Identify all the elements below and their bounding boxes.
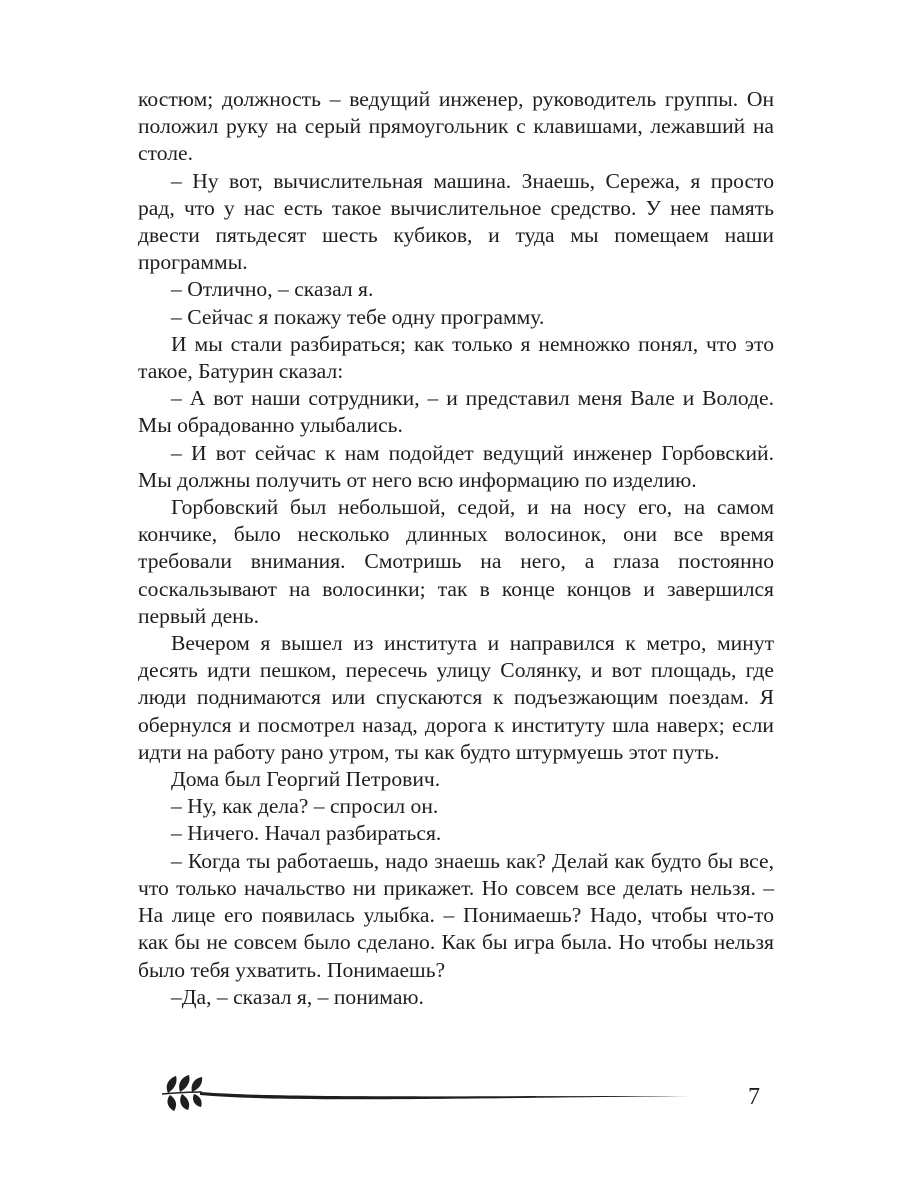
paragraph: – И вот сейчас к нам подойдет ведущий инженер Горбовский. Мы должны получить от него всю информацию по изделию. [138,440,774,492]
page-number: 7 [748,1084,760,1110]
paragraph: – Когда ты работаешь, надо знаешь как? Делай как будто бы все, что только начальство ни прикажет. Но совсем все делать нельзя. – На лице его появилась улыбка. – Понимаешь? Надо, чтобы что-то как бы не совсем было сделано. Как бы игра была. Но чтобы нельзя было тебя ухватить. Понимаешь? [138,848,774,982]
paragraph: – Ну, как дела? – спросил он. [171,794,439,819]
paragraph: – Отлично, – сказал я. [171,277,374,302]
paragraph: – Ничего. Начал разбираться. [171,821,442,846]
page-body [138,86,774,1011]
paragraph: костюм; должность – ведущий инженер, руководитель группы. Он положил руку на серый прямоугольник с клавишами, лежавший на столе. [138,87,774,166]
paragraph: Горбовский был небольшой, седой, и на носу его, на самом кончике, было несколько длинных волосинок, они все время требовали внимания. Смотришь на него, а глаза постоянно соскальзывают на волосинки; так в конце концов и завершился первый день. [138,495,774,628]
leaf-branch-ornament [160,1068,700,1118]
paragraph: Вечером я вышел из института и направился к метро, минут десять идти пешком, пересечь улицу Солянку, и вот площадь, где люди поднимаются или спускаются к подъезжающим поездам. Я обернулся и посмотрел назад, дорога к институту шла наверх; если идти на работу рано утром, ты как будто штурмуешь этот путь. [138,631,774,764]
paragraph: Дома был Георгий Петрович. [171,767,441,792]
paragraph: – Сейчас я покажу тебе одну программу. [171,304,545,329]
paragraph: – А вот наши сотрудники, – и представил меня Вале и Володе. Мы обрадованно улыбались. [138,386,774,438]
paragraph: И мы стали разбираться; как только я немножко понял, что это такое, Батурин сказал: [138,331,774,384]
paragraph: –Да, – сказал я, – понимаю. [171,984,424,1009]
paragraph: – Ну вот, вычислительная машина. Знаешь, Сережа, я просто рад, что у нас есть такое вычислительное средство. У нее память двести пятьдесят шесть кубиков, и туда мы помещаем наши программы. [138,168,774,275]
page-footer [0,1068,900,1128]
